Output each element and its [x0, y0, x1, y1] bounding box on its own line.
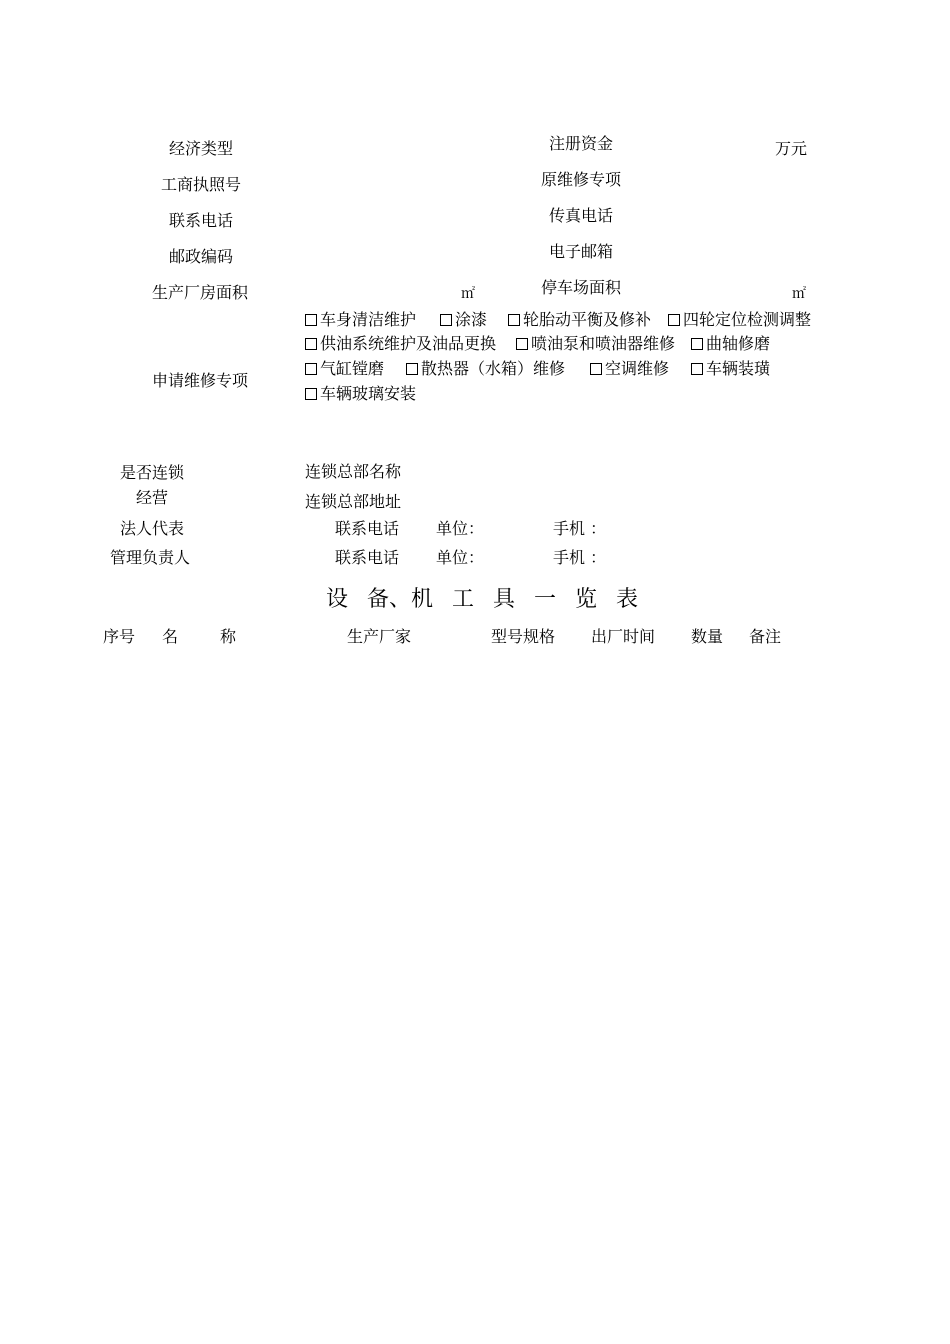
checkbox-icon[interactable]: [440, 314, 452, 326]
col-model: 型号规格: [491, 627, 556, 646]
repair-item[interactable]: 轮胎动平衡及修补: [508, 310, 651, 330]
repair-item[interactable]: 空调维修: [590, 359, 669, 379]
col-name-part-1: 名: [162, 627, 179, 646]
chain-hq-name-label: 连锁总部名称: [305, 462, 402, 481]
repair-item[interactable]: 四轮定位检测调整: [668, 310, 811, 330]
chain-label-line-1: 是否连锁: [120, 463, 185, 482]
manager-unit-label: 单位：: [436, 548, 485, 567]
legal-rep-unit-label: 单位：: [436, 519, 485, 538]
equipment-title: 设 备、机 工 具 一 览 表: [326, 587, 638, 612]
col-name-part-2: 称: [220, 627, 237, 646]
repair-item[interactable]: 涂漆: [440, 310, 487, 330]
checkbox-icon[interactable]: [305, 314, 317, 326]
economic-type-label: 经济类型: [169, 139, 234, 158]
manager-phone-label: 联系电话: [335, 548, 400, 567]
manager-label: 管理负责人: [110, 548, 191, 567]
col-note: 备注: [749, 627, 782, 646]
registered-capital-label: 注册资金: [549, 134, 614, 153]
checkbox-icon[interactable]: [305, 388, 317, 400]
repair-item[interactable]: 散热器（水箱）维修: [406, 359, 565, 379]
col-date: 出厂时间: [591, 627, 656, 646]
original-repair-label: 原维修专项: [541, 170, 622, 189]
repair-item[interactable]: 车辆装璜: [691, 359, 770, 379]
legal-rep-phone-label: 联系电话: [335, 519, 400, 538]
col-maker: 生产厂家: [347, 627, 412, 646]
capital-unit: 万元: [775, 139, 808, 158]
checkbox-icon[interactable]: [691, 363, 703, 375]
col-qty: 数量: [691, 627, 724, 646]
factory-area-unit: ㎡: [461, 286, 475, 302]
checkbox-icon[interactable]: [508, 314, 520, 326]
checkbox-icon[interactable]: [516, 338, 528, 350]
parking-area-unit: ㎡: [792, 286, 806, 302]
checkbox-icon[interactable]: [305, 338, 317, 350]
apply-repair-label: 申请维修专项: [152, 371, 249, 390]
email-label: 电子邮箱: [549, 242, 614, 261]
chain-hq-address-label: 连锁总部地址: [305, 492, 402, 511]
chain-label-line-2: 经营: [136, 488, 169, 507]
repair-item[interactable]: 气缸镗磨: [305, 359, 384, 379]
checkbox-icon[interactable]: [691, 338, 703, 350]
legal-rep-label: 法人代表: [120, 519, 185, 538]
factory-area-label: 生产厂房面积: [152, 283, 249, 302]
checkbox-icon[interactable]: [590, 363, 602, 375]
repair-item[interactable]: 车身清洁维护: [305, 310, 416, 330]
repair-item[interactable]: 供油系统维护及油品更换: [305, 334, 496, 354]
checkbox-icon[interactable]: [406, 363, 418, 375]
repair-item[interactable]: 喷油泵和喷油器维修: [516, 334, 675, 354]
manager-mobile-label: 手机 ：: [553, 548, 607, 567]
phone-label: 联系电话: [169, 211, 234, 230]
fax-label: 传真电话: [549, 206, 614, 225]
business-license-label: 工商执照号: [161, 175, 242, 194]
legal-rep-mobile-label: 手机 ：: [553, 519, 607, 538]
checkbox-icon[interactable]: [668, 314, 680, 326]
repair-item[interactable]: 曲轴修磨: [691, 334, 770, 354]
col-seq: 序号: [103, 627, 136, 646]
parking-area-label: 停车场面积: [541, 278, 622, 297]
checkbox-icon[interactable]: [305, 363, 317, 375]
postal-code-label: 邮政编码: [169, 247, 234, 266]
repair-item[interactable]: 车辆玻璃安装: [305, 384, 416, 404]
